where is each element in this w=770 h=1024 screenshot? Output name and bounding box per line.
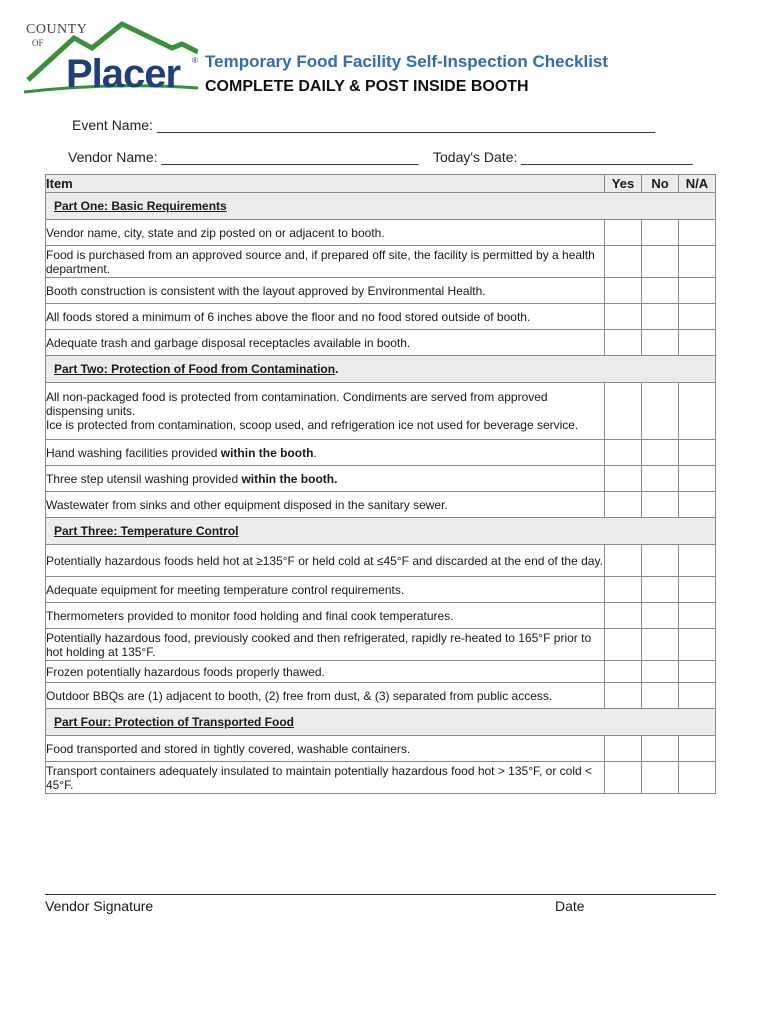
- na-column-header: N/A: [679, 175, 716, 193]
- checklist-item-text: [46, 683, 605, 709]
- item-text: Transport containers adequately insulated to maintain potentially hazardous food hot > 135°F, or cold < 45°F.: [46, 763, 593, 792]
- checklist-item-text: [46, 383, 605, 440]
- page-title: Temporary Food Facility Self-Inspection Checklist: [205, 52, 609, 71]
- checklist-item-text: [46, 330, 605, 356]
- section-title-text: Part Three: Temperature Control: [54, 524, 239, 538]
- yes-checkbox-cell[interactable]: [605, 661, 642, 683]
- county-logo: [22, 18, 198, 98]
- na-checkbox-cell[interactable]: [679, 466, 716, 492]
- section-title-suffix: .: [335, 362, 339, 376]
- item-text: All foods stored a minimum of 6 inches above the floor and no food stored outside of booth.: [46, 309, 531, 324]
- todays-date-field[interactable]: Today's Date: ______________________: [433, 149, 693, 165]
- na-checkbox-cell[interactable]: [679, 330, 716, 356]
- item-emphasis: within the booth.: [241, 471, 338, 486]
- na-checkbox-cell[interactable]: [679, 492, 716, 518]
- signature-line: [45, 894, 716, 895]
- checklist-item-text: [46, 577, 605, 603]
- checklist-row: [46, 661, 716, 683]
- checklist-row: [46, 577, 716, 603]
- checklist-item-text: [46, 736, 605, 762]
- na-checkbox-cell[interactable]: [679, 683, 716, 709]
- checklist-item-text: [46, 246, 605, 278]
- yes-checkbox-cell[interactable]: [605, 492, 642, 518]
- yes-checkbox-cell[interactable]: [605, 577, 642, 603]
- yes-checkbox-cell[interactable]: [605, 246, 642, 278]
- vendor-signature-label: Vendor Signature: [45, 898, 154, 914]
- no-checkbox-cell[interactable]: [642, 492, 679, 518]
- na-checkbox-cell[interactable]: [679, 661, 716, 683]
- checklist-item-text: [46, 545, 605, 577]
- checklist-row: [46, 466, 716, 492]
- item-text: Outdoor BBQs are (1) adjacent to booth, (2) free from dust, & (3) separated from public access.: [46, 688, 553, 703]
- section-title: [46, 518, 716, 545]
- yes-checkbox-cell[interactable]: [605, 304, 642, 330]
- checklist-item-text: [46, 661, 605, 683]
- yes-checkbox-cell[interactable]: [605, 383, 642, 440]
- logo-placer-text: Placer: [66, 52, 181, 96]
- event-name-field[interactable]: Event Name: ________________________________________________________________: [72, 117, 656, 133]
- checklist-row: [46, 762, 716, 794]
- no-checkbox-cell[interactable]: [642, 278, 679, 304]
- item-text: Food is purchased from an approved source and, if prepared off site, the facility is permitted by a health department.: [46, 247, 595, 276]
- checklist-row: [46, 492, 716, 518]
- na-checkbox-cell[interactable]: [679, 577, 716, 603]
- logo-county-text: COUNTY: [26, 22, 88, 37]
- item-text: All non-packaged food is protected from contamination. Condiments are served from approved dispensing units.: [46, 390, 548, 418]
- yes-checkbox-cell[interactable]: [605, 762, 642, 794]
- checklist-row: [46, 330, 716, 356]
- checklist-item-text: [46, 440, 605, 466]
- checklist-item-text: [46, 278, 605, 304]
- checklist-row: [46, 246, 716, 278]
- checklist-row: [46, 278, 716, 304]
- checklist-item-text: [46, 220, 605, 246]
- no-checkbox-cell[interactable]: [642, 466, 679, 492]
- no-checkbox-cell[interactable]: [642, 383, 679, 440]
- checklist-row: [46, 683, 716, 709]
- logo-registered-mark: ®: [192, 56, 198, 65]
- checklist-row: [46, 629, 716, 661]
- item-text: Frozen potentially hazardous foods properly thawed.: [46, 664, 325, 679]
- checklist-body: [46, 193, 716, 794]
- checklist-row: [46, 383, 716, 440]
- no-checkbox-cell[interactable]: [642, 661, 679, 683]
- section-row: [46, 709, 716, 736]
- checklist-row: [46, 603, 716, 629]
- checklist-row: [46, 220, 716, 246]
- na-checkbox-cell[interactable]: [679, 304, 716, 330]
- item-text: Three step utensil washing provided: [46, 471, 242, 486]
- item-text-line2: Ice is protected from contamination, scoop used, and refrigeration ice not used for beverage service.: [46, 418, 579, 432]
- no-column-header: No: [642, 175, 679, 193]
- no-checkbox-cell[interactable]: [642, 304, 679, 330]
- section-title: [46, 709, 716, 736]
- no-checkbox-cell[interactable]: [642, 762, 679, 794]
- na-checkbox-cell[interactable]: [679, 762, 716, 794]
- section-title: [46, 356, 716, 383]
- checklist-item-text: [46, 629, 605, 661]
- yes-checkbox-cell[interactable]: [605, 545, 642, 577]
- no-checkbox-cell[interactable]: [642, 577, 679, 603]
- na-checkbox-cell[interactable]: [679, 545, 716, 577]
- item-text: Vendor name, city, state and zip posted on or adjacent to booth.: [46, 225, 385, 240]
- yes-checkbox-cell[interactable]: [605, 440, 642, 466]
- yes-checkbox-cell[interactable]: [605, 629, 642, 661]
- yes-checkbox-cell[interactable]: [605, 683, 642, 709]
- yes-checkbox-cell[interactable]: [605, 736, 642, 762]
- no-checkbox-cell[interactable]: [642, 603, 679, 629]
- yes-checkbox-cell[interactable]: [605, 330, 642, 356]
- no-checkbox-cell[interactable]: [642, 683, 679, 709]
- item-text: Potentially hazardous food, previously cooked and then refrigerated, rapidly re-heated to 165°F prior to hot holding at 135°F.: [46, 630, 592, 659]
- no-checkbox-cell[interactable]: [642, 246, 679, 278]
- section-row: [46, 193, 716, 220]
- section-title: [46, 193, 716, 220]
- yes-checkbox-cell[interactable]: [605, 603, 642, 629]
- item-text: Thermometers provided to monitor food holding and final cook temperatures.: [46, 608, 454, 623]
- na-checkbox-cell[interactable]: [679, 603, 716, 629]
- item-column-header: Item: [46, 175, 605, 193]
- section-row: [46, 356, 716, 383]
- table-header-row: [46, 175, 716, 193]
- item-text-end: .: [313, 445, 317, 460]
- na-checkbox-cell[interactable]: [679, 629, 716, 661]
- item-text: Wastewater from sinks and other equipment disposed in the sanitary sewer.: [46, 497, 448, 512]
- yes-checkbox-cell[interactable]: [605, 220, 642, 246]
- item-text: Hand washing facilities provided: [46, 445, 221, 460]
- no-checkbox-cell[interactable]: [642, 220, 679, 246]
- item-text: Adequate equipment for meeting temperature control requirements.: [46, 582, 405, 597]
- checklist-row: [46, 545, 716, 577]
- checklist-item-text: [46, 762, 605, 794]
- yes-checkbox-cell[interactable]: [605, 278, 642, 304]
- checklist-item-text: [46, 603, 605, 629]
- item-text: Adequate trash and garbage disposal receptacles available in booth.: [46, 335, 411, 350]
- signature-date-label: Date: [555, 898, 585, 914]
- checklist-item-text: [46, 304, 605, 330]
- na-checkbox-cell[interactable]: [679, 220, 716, 246]
- yes-column-header: Yes: [605, 175, 642, 193]
- section-title-text: Part One: Basic Requirements: [54, 199, 227, 213]
- item-text: Potentially hazardous foods held hot at ≥135°F or held cold at ≤45°F and discarded at the end of the day.: [46, 553, 603, 568]
- no-checkbox-cell[interactable]: [642, 440, 679, 466]
- logo-of-text: OF: [32, 38, 44, 48]
- page-subtitle: COMPLETE DAILY & POST INSIDE BOOTH: [205, 78, 529, 95]
- checklist-item-text: [46, 466, 605, 492]
- checklist-row: [46, 440, 716, 466]
- item-text: Booth construction is consistent with the layout approved by Environmental Health.: [46, 283, 486, 298]
- vendor-name-field[interactable]: Vendor Name: _________________________________: [68, 149, 419, 165]
- checklist-item-text: [46, 492, 605, 518]
- section-row: [46, 518, 716, 545]
- na-checkbox-cell[interactable]: [679, 383, 716, 440]
- na-checkbox-cell[interactable]: [679, 440, 716, 466]
- section-title-text: Part Two: Protection of Food from Contamination: [54, 362, 336, 376]
- checklist-table: [45, 174, 716, 794]
- section-title-text: Part Four: Protection of Transported Food: [54, 715, 294, 729]
- na-checkbox-cell[interactable]: [679, 278, 716, 304]
- no-checkbox-cell[interactable]: [642, 545, 679, 577]
- yes-checkbox-cell[interactable]: [605, 466, 642, 492]
- no-checkbox-cell[interactable]: [642, 629, 679, 661]
- checklist-row: [46, 304, 716, 330]
- na-checkbox-cell[interactable]: [679, 246, 716, 278]
- checklist-row: [46, 736, 716, 762]
- item-text: Food transported and stored in tightly covered, washable containers.: [46, 741, 411, 756]
- no-checkbox-cell[interactable]: [642, 736, 679, 762]
- no-checkbox-cell[interactable]: [642, 330, 679, 356]
- item-emphasis: within the booth: [220, 445, 314, 460]
- na-checkbox-cell[interactable]: [679, 736, 716, 762]
